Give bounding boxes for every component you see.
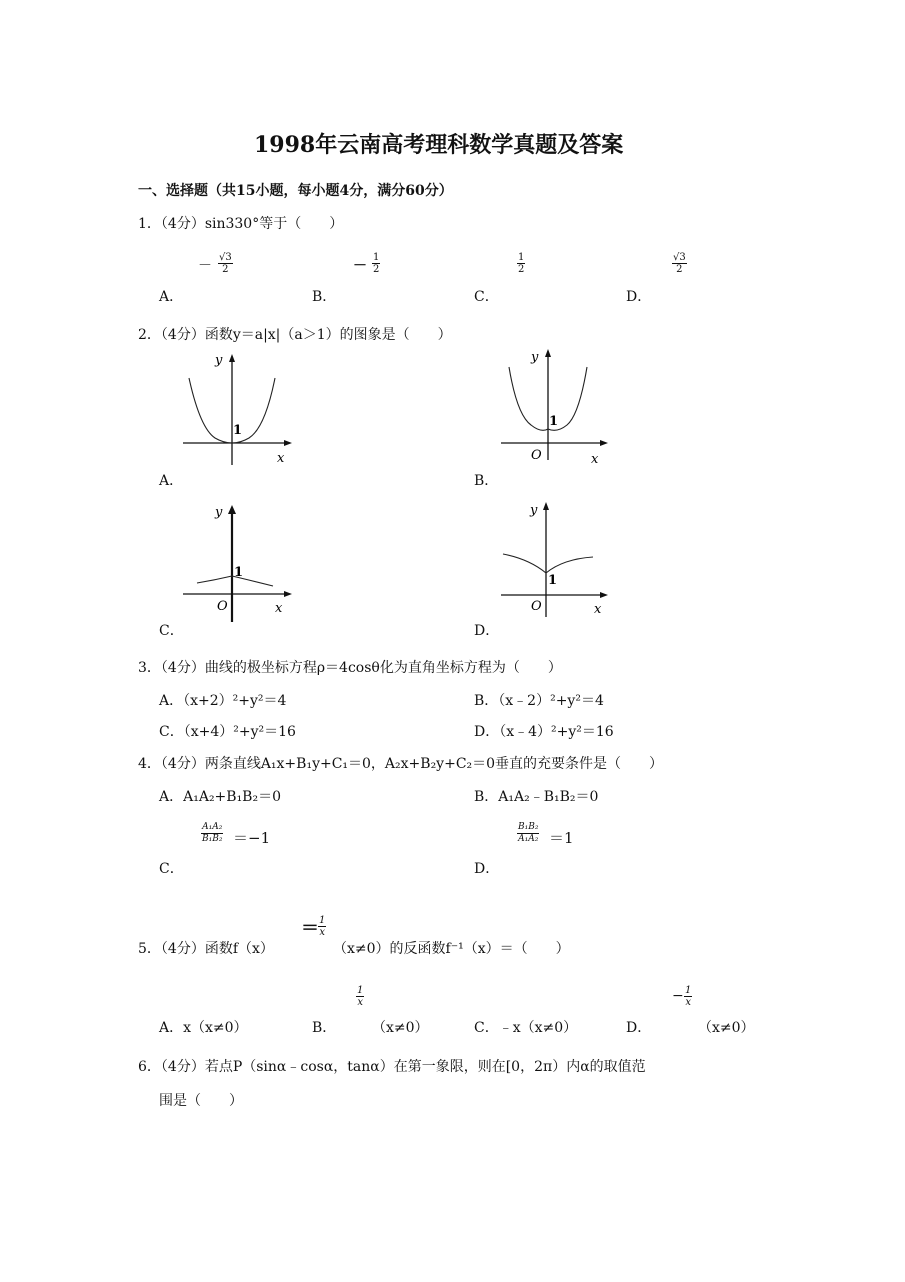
q4-option-d-fraction: B₁B₂ A₁A₂ bbox=[518, 822, 539, 844]
option-a-label: A． bbox=[159, 289, 184, 305]
y-label: y bbox=[531, 350, 539, 365]
question-6-line-2: 围是（ ） bbox=[159, 1093, 243, 1109]
y-arrow bbox=[229, 354, 235, 362]
q5-equals: ＝ bbox=[301, 918, 319, 939]
one-label: 1 bbox=[233, 423, 243, 438]
q5-option-b-cond: （x≠0） bbox=[372, 1020, 429, 1036]
x-arrow bbox=[284, 440, 292, 446]
q4-option-c-fraction: A₁A₂ B₁B₂ bbox=[202, 822, 223, 844]
page-title: 1998年云南高考理科数学真题及答案 bbox=[254, 132, 624, 158]
q3-option-d: D．（x﹣4）²+y²＝16 bbox=[474, 724, 614, 740]
x-label: x bbox=[594, 602, 602, 617]
q3-option-a: A．（x+2）²+y²＝4 bbox=[159, 693, 287, 709]
q4-option-b: B．A₁A₂﹣B₁B₂＝0 bbox=[474, 789, 599, 805]
option-b-label: B． bbox=[312, 289, 337, 305]
q4-option-c-label: C． bbox=[159, 861, 184, 877]
one-label: 1 bbox=[234, 565, 244, 580]
y-arrow bbox=[228, 505, 236, 514]
y-label: y bbox=[215, 505, 223, 520]
origin-label: O bbox=[531, 599, 542, 614]
y-label: y bbox=[215, 353, 223, 368]
x-label: x bbox=[591, 452, 599, 467]
q2-option-b-label: B． bbox=[474, 473, 499, 489]
option-c-fraction: 1 2 bbox=[518, 252, 525, 275]
origin-label: O bbox=[217, 599, 228, 614]
q3-option-c: C．（x+4）²+y²＝16 bbox=[159, 724, 296, 740]
option-a-sign: － bbox=[198, 258, 212, 274]
question-5-stem-a: 5．（4分）函数f（x） bbox=[138, 941, 274, 957]
question-6-line-1: 6．（4分）若点P（sinα﹣cosα，tanα）在第一象限，则在[0，2π）内α的取值范 bbox=[138, 1059, 646, 1075]
x-arrow bbox=[284, 591, 292, 597]
option-a-fraction: √3 2 bbox=[219, 252, 232, 275]
graph-b bbox=[495, 345, 620, 470]
q2-option-d-label: D． bbox=[474, 623, 500, 639]
q5-option-b-fraction: 1 x bbox=[357, 985, 364, 1008]
question-2-stem: 2．（4分）函数y＝a|x|（a＞1）的图象是（ ） bbox=[138, 327, 452, 343]
question-5-stem-b: （x≠0）的反函数f⁻¹（x）＝（ ） bbox=[333, 941, 570, 957]
y-label: y bbox=[530, 503, 538, 518]
q5-fraction: 1 x bbox=[319, 915, 326, 938]
q2-option-c-label: C． bbox=[159, 623, 184, 639]
q5-option-d-sign: − bbox=[672, 988, 684, 1004]
q5-option-c: C．﹣x（x≠0） bbox=[474, 1020, 578, 1036]
q5-option-b-label: B． bbox=[312, 1020, 337, 1036]
question-3-stem: 3．（4分）曲线的极坐标方程ρ＝4cosθ化为直角坐标方程为（ ） bbox=[138, 660, 562, 676]
q5-option-a: A．x（x≠0） bbox=[159, 1020, 248, 1036]
q4-option-a: A．A₁A₂+B₁B₂＝0 bbox=[159, 789, 281, 805]
question-4-stem: 4．（4分）两条直线A₁x+B₁y+C₁＝0，A₂x+B₂y+C₂＝0垂直的充要条件是（ ） bbox=[138, 756, 664, 772]
q3-option-b: B．（x﹣2）²+y²＝4 bbox=[474, 693, 604, 709]
option-c-label: C． bbox=[474, 289, 499, 305]
q5-option-d-label: D． bbox=[626, 1020, 652, 1036]
q4-option-d-label: D． bbox=[474, 861, 500, 877]
question-1-stem: 1．（4分）sin330°等于（ ） bbox=[138, 216, 344, 232]
section-heading: 一、选择题（共15小题，每小题4分，满分60分） bbox=[138, 183, 453, 199]
option-d-fraction: √3 2 bbox=[673, 252, 686, 275]
x-label: x bbox=[275, 601, 283, 616]
one-label: 1 bbox=[549, 414, 559, 429]
curve bbox=[503, 554, 593, 573]
q5-option-d-fraction: 1 x bbox=[685, 985, 692, 1008]
y-arrow bbox=[543, 502, 549, 510]
x-label: x bbox=[277, 451, 285, 466]
y-arrow bbox=[545, 349, 551, 357]
q5-option-d-cond: （x≠0） bbox=[698, 1020, 755, 1036]
x-arrow bbox=[600, 592, 608, 598]
q4-option-c-rhs: ＝−1 bbox=[233, 829, 271, 847]
option-d-label: D． bbox=[626, 289, 652, 305]
origin-label: O bbox=[531, 448, 542, 463]
graph-c bbox=[175, 500, 300, 625]
option-b-fraction: 1 2 bbox=[373, 252, 380, 275]
x-arrow bbox=[600, 440, 608, 446]
graph-a bbox=[175, 350, 300, 470]
q4-option-d-rhs: ＝1 bbox=[549, 829, 574, 847]
option-b-sign: － bbox=[353, 258, 367, 274]
one-label: 1 bbox=[548, 573, 558, 588]
q2-option-a-label: A． bbox=[159, 473, 184, 489]
graph-d bbox=[495, 497, 620, 622]
